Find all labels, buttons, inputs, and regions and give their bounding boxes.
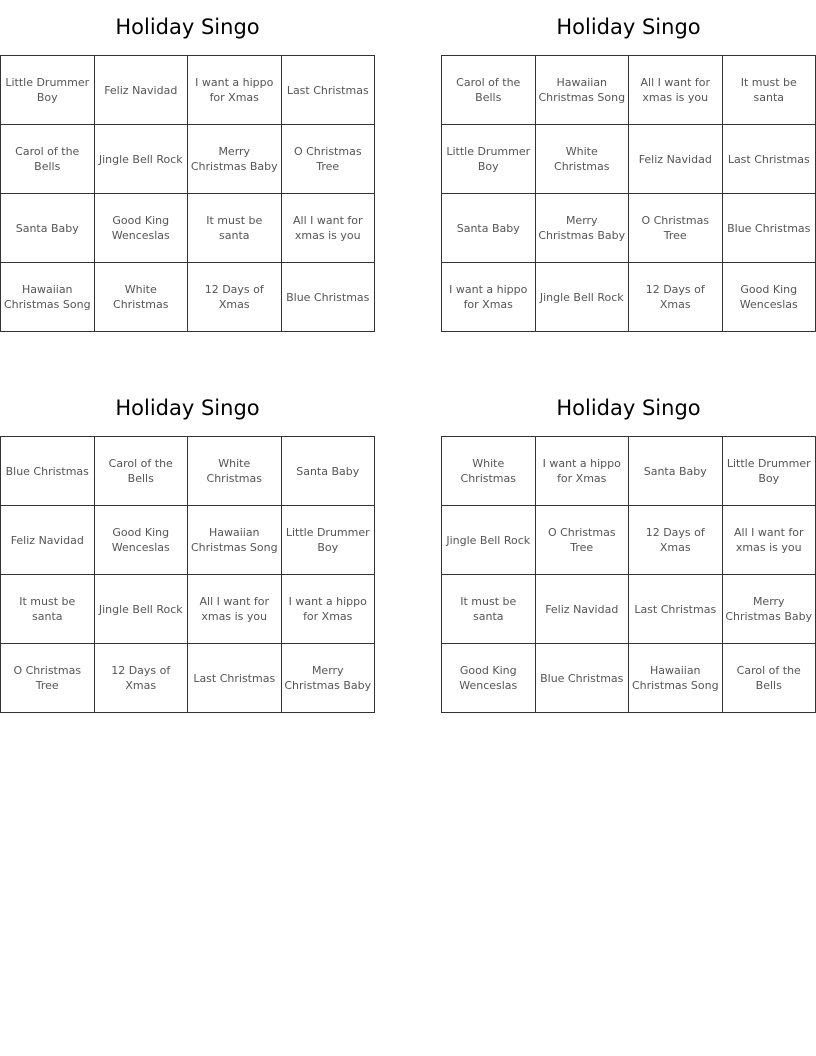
- grid-cell: Carol of the Bells: [442, 56, 536, 125]
- grid-row: [442, 56, 816, 125]
- grid-cell: Last Christmas: [629, 575, 723, 644]
- bingo-grid: [0, 436, 375, 713]
- grid-cell: Good King Wenceslas: [722, 263, 816, 332]
- grid-cell: Santa Baby: [442, 194, 536, 263]
- bingo-grid: [441, 55, 816, 332]
- grid-cell: White Christmas: [535, 125, 629, 194]
- grid-row: [442, 506, 816, 575]
- grid-row: [1, 56, 375, 125]
- card-title: Holiday Singo: [556, 396, 701, 420]
- grid-cell: White Christmas: [94, 263, 188, 332]
- grid-cell: Santa Baby: [1, 194, 95, 263]
- grid-row: [1, 437, 375, 506]
- grid-row: [1, 575, 375, 644]
- grid-cell: Merry Christmas Baby: [281, 644, 375, 713]
- grid-cell: 12 Days of Xmas: [629, 506, 723, 575]
- grid-cell: O Christmas Tree: [535, 506, 629, 575]
- card-title: Holiday Singo: [115, 15, 260, 39]
- card-title: Holiday Singo: [115, 396, 260, 420]
- grid-row: [1, 263, 375, 332]
- bingo-grid: [0, 55, 375, 332]
- grid-cell: All I want for xmas is you: [722, 506, 816, 575]
- grid-row: [1, 644, 375, 713]
- grid-cell: Hawaiian Christmas Song: [535, 56, 629, 125]
- grid-cell: Merry Christmas Baby: [188, 125, 282, 194]
- grid-cell: I want a hippo for Xmas: [281, 575, 375, 644]
- grid-cell: Feliz Navidad: [629, 125, 723, 194]
- grid-cell: Blue Christmas: [722, 194, 816, 263]
- grid-cell: White Christmas: [188, 437, 282, 506]
- grid-cell: Feliz Navidad: [535, 575, 629, 644]
- grid-cell: Jingle Bell Rock: [94, 575, 188, 644]
- grid-cell: All I want for xmas is you: [281, 194, 375, 263]
- grid-cell: Last Christmas: [281, 56, 375, 125]
- grid-cell: Jingle Bell Rock: [94, 125, 188, 194]
- grid-cell: It must be santa: [442, 575, 536, 644]
- grid-cell: It must be santa: [1, 575, 95, 644]
- grid-cell: Santa Baby: [281, 437, 375, 506]
- grid-row: [442, 437, 816, 506]
- grid-cell: It must be santa: [722, 56, 816, 125]
- grid-cell: All I want for xmas is you: [188, 575, 282, 644]
- grid-cell: It must be santa: [188, 194, 282, 263]
- grid-row: [1, 125, 375, 194]
- grid-row: [442, 263, 816, 332]
- grid-cell: Little Drummer Boy: [281, 506, 375, 575]
- grid-cell: Santa Baby: [629, 437, 723, 506]
- grid-cell: 12 Days of Xmas: [188, 263, 282, 332]
- grid-cell: All I want for xmas is you: [629, 56, 723, 125]
- grid-cell: Blue Christmas: [281, 263, 375, 332]
- grid-cell: Merry Christmas Baby: [535, 194, 629, 263]
- grid-cell: Blue Christmas: [535, 644, 629, 713]
- grid-cell: Feliz Navidad: [1, 506, 95, 575]
- grid-row: [442, 644, 816, 713]
- grid-cell: Blue Christmas: [1, 437, 95, 506]
- grid-cell: Hawaiian Christmas Song: [629, 644, 723, 713]
- grid-cell: Little Drummer Boy: [442, 125, 536, 194]
- grid-cell: Little Drummer Boy: [1, 56, 95, 125]
- grid-cell: Hawaiian Christmas Song: [188, 506, 282, 575]
- grid-row: [1, 506, 375, 575]
- grid-cell: Merry Christmas Baby: [722, 575, 816, 644]
- grid-cell: 12 Days of Xmas: [629, 263, 723, 332]
- grid-cell: Feliz Navidad: [94, 56, 188, 125]
- grid-cell: O Christmas Tree: [281, 125, 375, 194]
- grid-cell: Jingle Bell Rock: [535, 263, 629, 332]
- grid-cell: Good King Wenceslas: [94, 194, 188, 263]
- grid-cell: I want a hippo for Xmas: [535, 437, 629, 506]
- grid-row: [442, 575, 816, 644]
- grid-cell: White Christmas: [442, 437, 536, 506]
- card-title: Holiday Singo: [556, 15, 701, 39]
- grid-cell: Good King Wenceslas: [94, 506, 188, 575]
- grid-cell: Carol of the Bells: [94, 437, 188, 506]
- grid-cell: Jingle Bell Rock: [442, 506, 536, 575]
- grid-cell: Carol of the Bells: [1, 125, 95, 194]
- grid-row: [442, 194, 816, 263]
- grid-cell: 12 Days of Xmas: [94, 644, 188, 713]
- grid-cell: O Christmas Tree: [1, 644, 95, 713]
- grid-cell: Good King Wenceslas: [442, 644, 536, 713]
- grid-cell: Last Christmas: [722, 125, 816, 194]
- grid-row: [442, 125, 816, 194]
- grid-cell: I want a hippo for Xmas: [442, 263, 536, 332]
- grid-cell: Last Christmas: [188, 644, 282, 713]
- grid-cell: Hawaiian Christmas Song: [1, 263, 95, 332]
- grid-cell: O Christmas Tree: [629, 194, 723, 263]
- grid-cell: I want a hippo for Xmas: [188, 56, 282, 125]
- bingo-grid: [441, 436, 816, 713]
- grid-row: [1, 194, 375, 263]
- grid-cell: Carol of the Bells: [722, 644, 816, 713]
- grid-cell: Little Drummer Boy: [722, 437, 816, 506]
